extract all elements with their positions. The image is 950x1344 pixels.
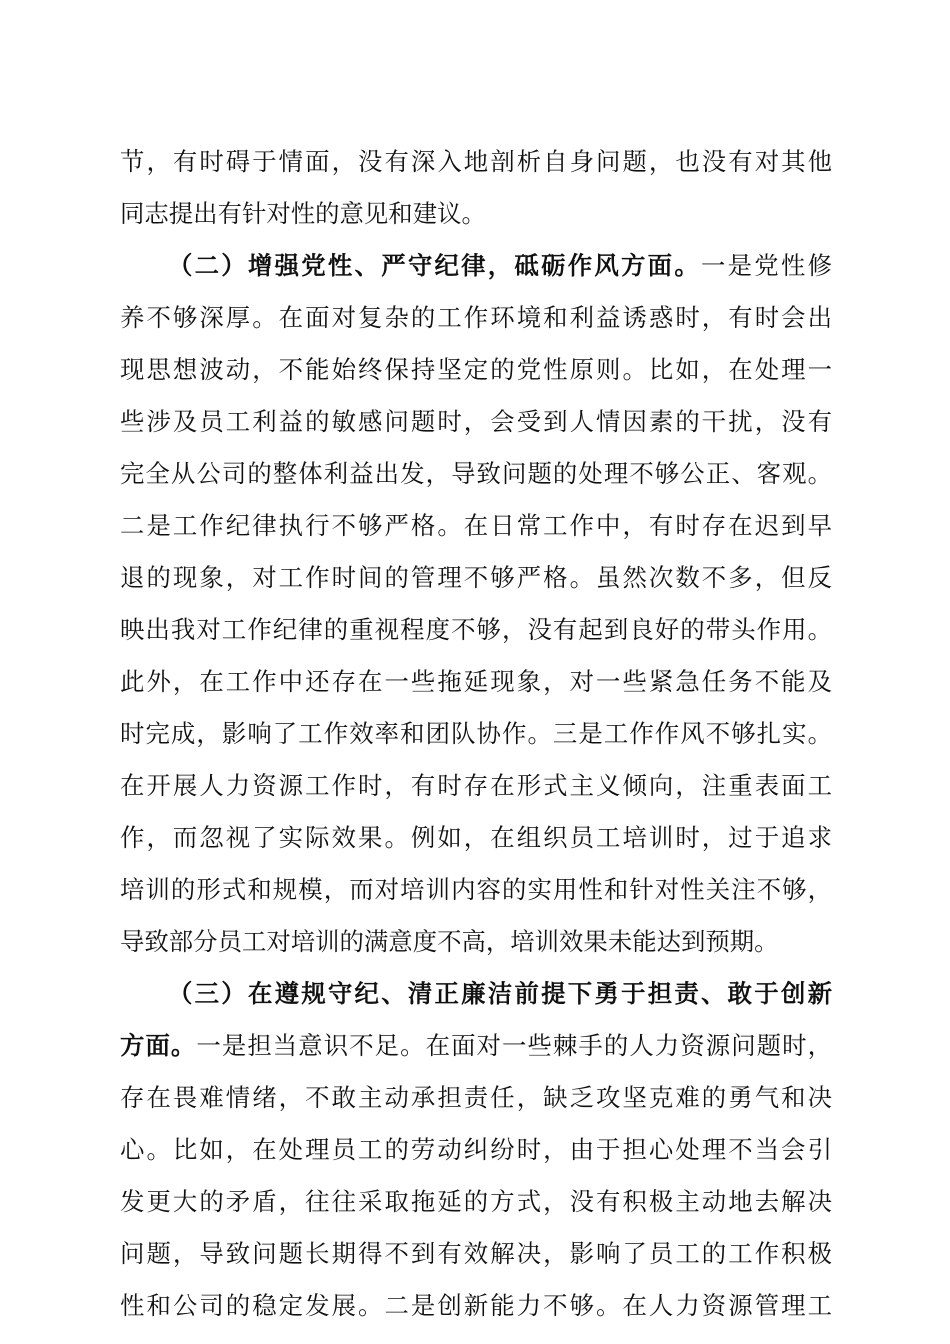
line-text: 存在畏难情绪，不敢主动承担责任，缺乏攻坚克难的勇气和决 xyxy=(120,1083,832,1112)
line-text: 现思想波动，不能始终保持坚定的党性原则。比如，在处理一 xyxy=(120,355,832,384)
text-line xyxy=(120,292,832,344)
section-heading-line xyxy=(120,1020,832,1072)
text-line xyxy=(120,812,832,864)
text-line xyxy=(120,604,832,656)
line-text: 问题，导致问题长期得不到有效解决，影响了员工的工作积极 xyxy=(120,1239,832,1268)
line-text: 二是工作纪律执行不够严格。在日常工作中，有时存在迟到早 xyxy=(120,511,832,540)
text-line xyxy=(120,500,832,552)
line-text: 作，而忽视了实际效果。例如，在组织员工培训时，过于追求 xyxy=(120,823,832,852)
line-text: 一是党性修 xyxy=(700,251,832,280)
text-line xyxy=(120,1072,832,1124)
text-line xyxy=(120,552,832,604)
line-text: 退的现象，对工作时间的管理不够严格。虽然次数不多，但反 xyxy=(120,563,832,592)
section-heading-3-cont: 方面。 xyxy=(120,1031,197,1060)
line-text: 发更大的矛盾，往往采取拖延的方式，没有积极主动地去解决 xyxy=(120,1187,832,1216)
line-text: 完全从公司的整体利益出发，导致问题的处理不够公正、客观。 xyxy=(120,459,832,488)
section-heading-line xyxy=(168,968,832,1020)
text-line xyxy=(120,656,832,708)
line-text: 在开展人力资源工作时，有时存在形式主义倾向，注重表面工 xyxy=(120,771,832,800)
text-line xyxy=(120,344,832,396)
section-heading-line xyxy=(168,240,832,292)
text-line xyxy=(120,396,832,448)
line-text: 此外，在工作中还存在一些拖延现象，对一些紧急任务不能及 xyxy=(120,667,832,696)
text-line xyxy=(120,188,832,240)
text-line xyxy=(120,1228,832,1280)
text-line xyxy=(120,864,832,916)
line-text: 些涉及员工利益的敏感问题时，会受到人情因素的干扰，没有 xyxy=(120,407,832,436)
section-heading-3: （三）在遵规守纪、清正廉洁前提下勇于担责、敢于创新 xyxy=(168,979,832,1008)
text-line xyxy=(120,1176,832,1228)
text-line xyxy=(120,136,832,188)
line-text: 同志提出有针对性的意见和建议。 xyxy=(120,199,486,228)
line-text: 培训的形式和规模，而对培训内容的实用性和针对性关注不够， xyxy=(120,875,832,904)
line-text: 心。比如，在处理员工的劳动纠纷时，由于担心处理不当会引 xyxy=(120,1135,832,1164)
text-line xyxy=(120,708,832,760)
section-heading-2: （二）增强党性、严守纪律，砥砺作风方面。 xyxy=(168,251,701,280)
text-line xyxy=(120,448,832,500)
line-text: 时完成，影响了工作效率和团队协作。三是工作作风不够扎实。 xyxy=(120,719,832,748)
line-text: 一是担当意识不足。在面对一些棘手的人力资源问题时， xyxy=(196,1031,832,1060)
text-line xyxy=(120,760,832,812)
line-text: 节，有时碍于情面，没有深入地剖析自身问题，也没有对其他 xyxy=(120,147,832,176)
line-text: 映出我对工作纪律的重视程度不够，没有起到良好的带头作用。 xyxy=(120,615,832,644)
line-text: 养不够深厚。在面对复杂的工作环境和利益诱惑时，有时会出 xyxy=(120,303,832,332)
line-text: 导致部分员工对培训的满意度不高，培训效果未能达到预期。 xyxy=(120,927,779,956)
text-line xyxy=(120,1280,832,1332)
text-line xyxy=(120,916,832,968)
text-line xyxy=(120,1124,832,1176)
line-text: 性和公司的稳定发展。二是创新能力不够。在人力资源管理工 xyxy=(120,1291,832,1320)
